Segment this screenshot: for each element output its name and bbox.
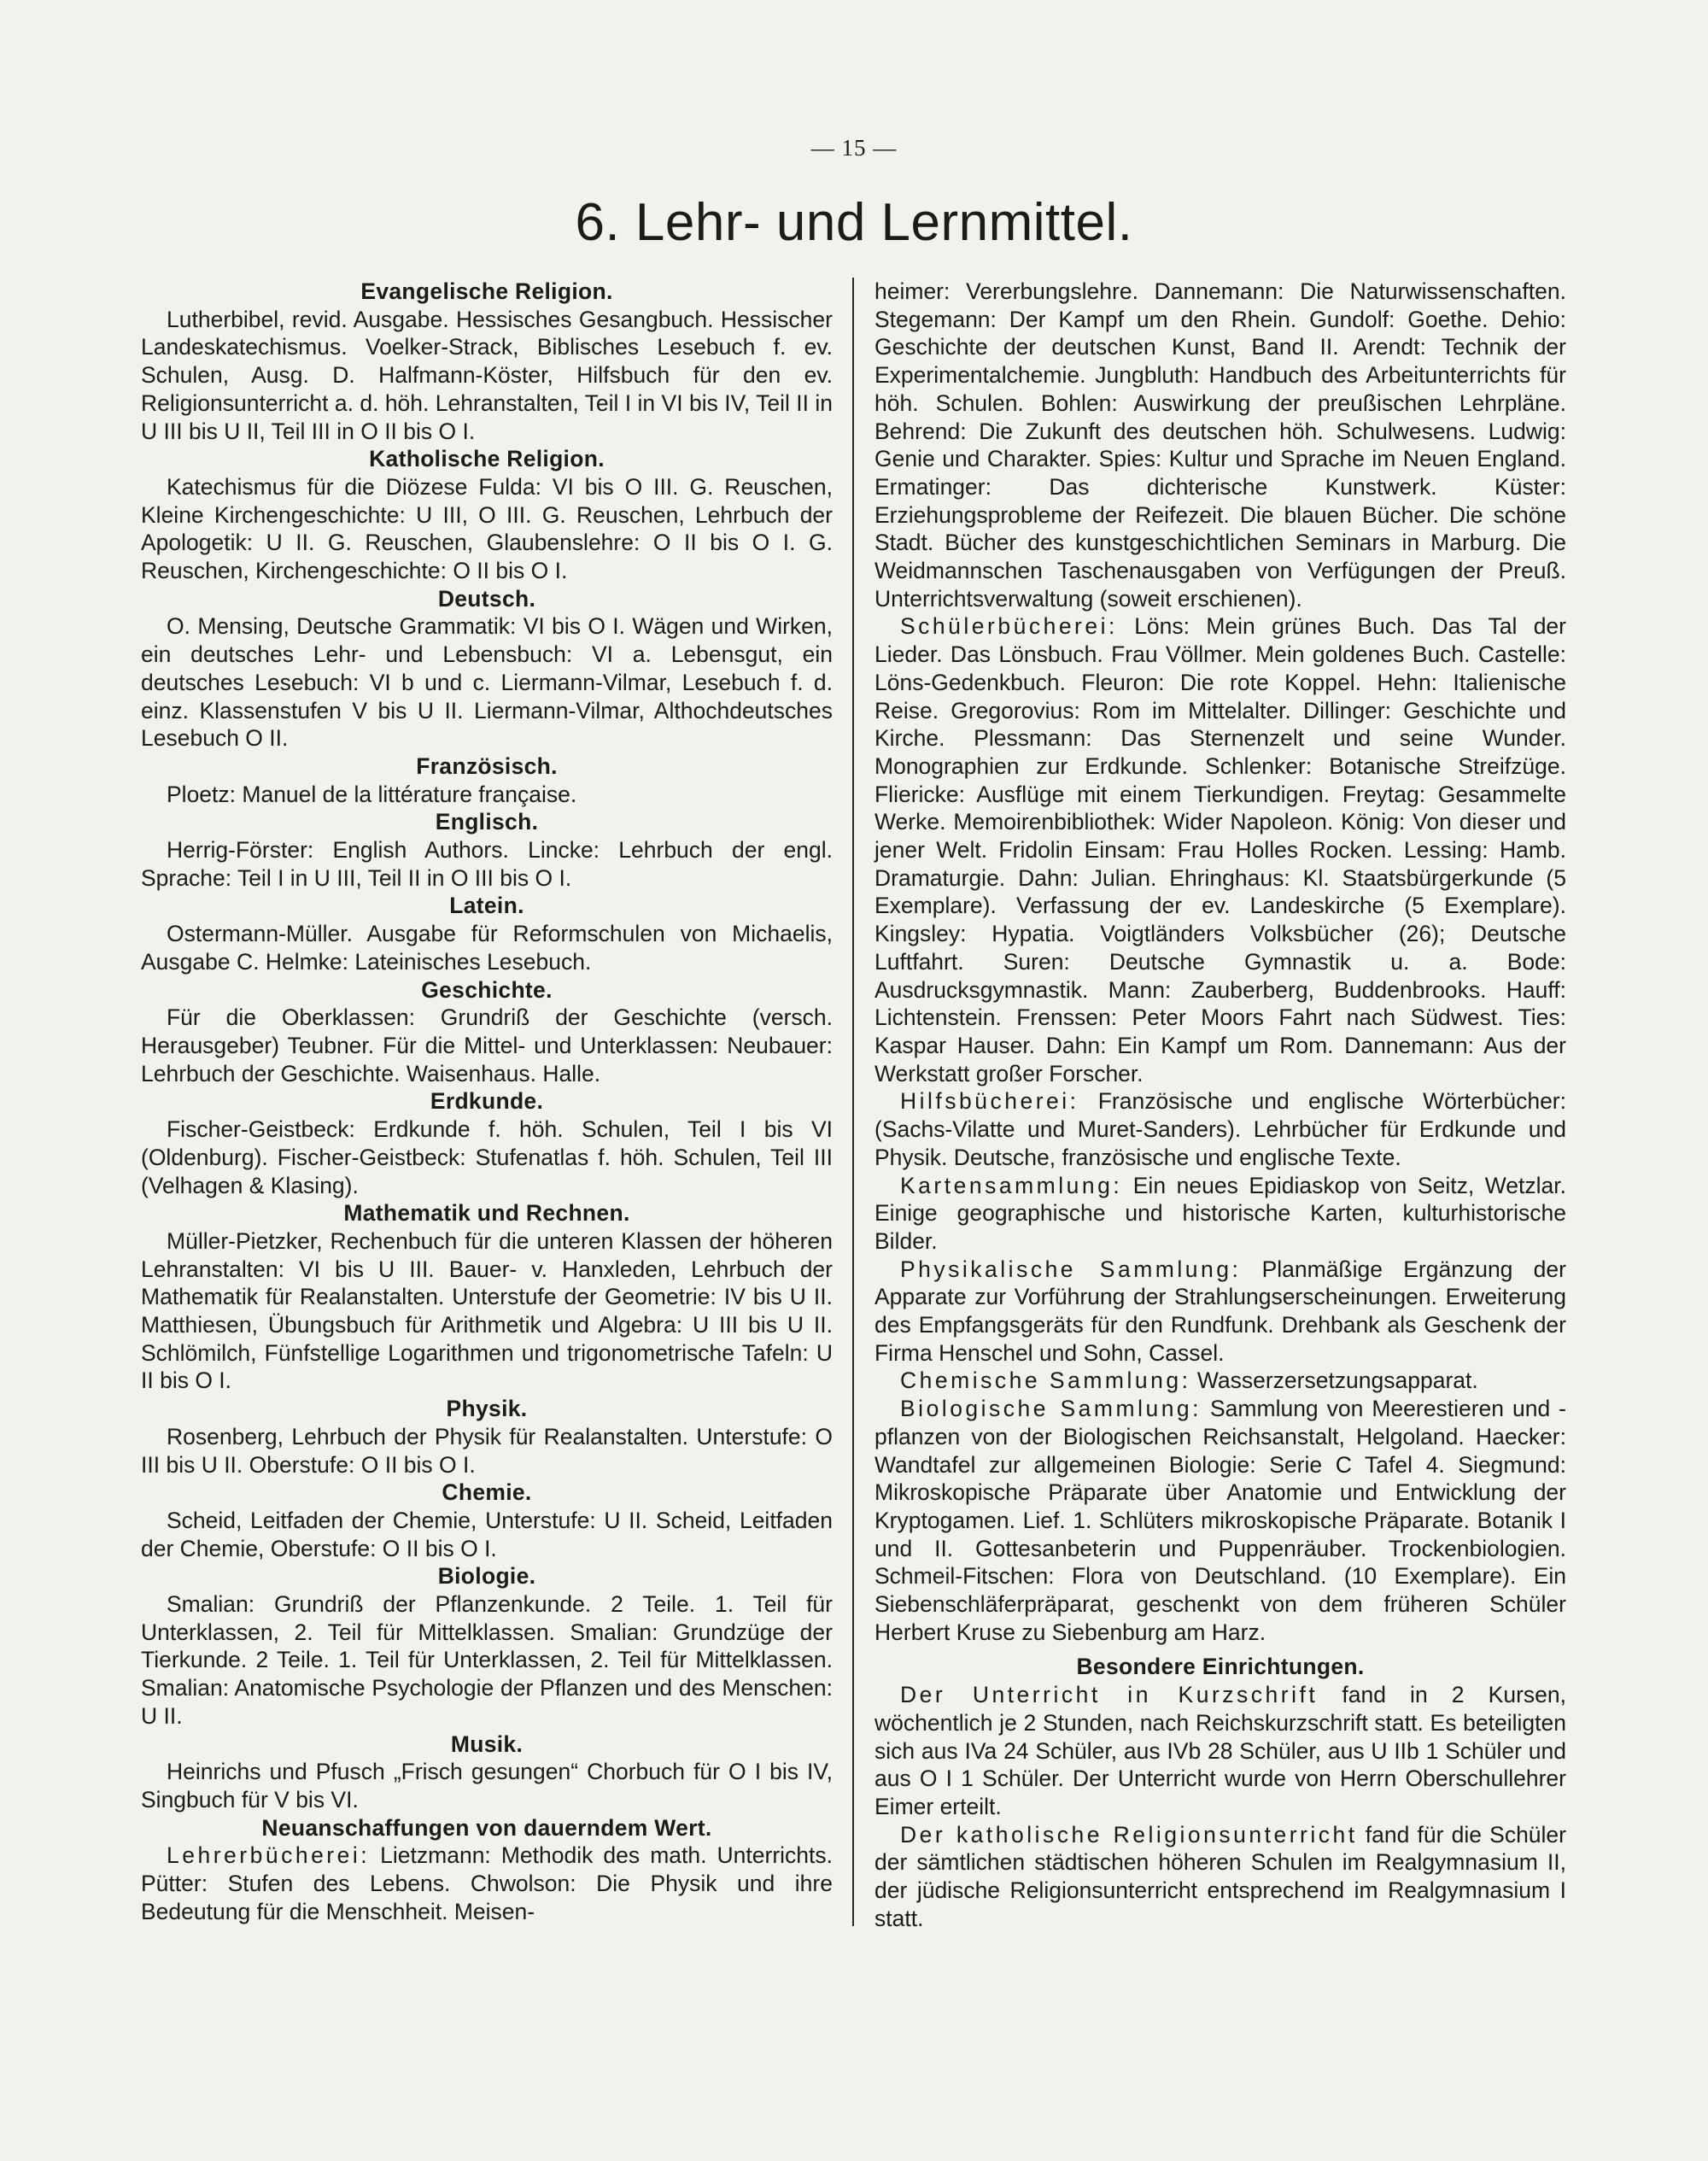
section-text: Fischer-Geistbeck: Erdkunde f. höh. Schulen, Teil I bis VI (Oldenburg). Fischer-Geistbeck: Stufenatlas f. höh. Schulen, Teil III (Velhagen & Klasing). — [141, 1116, 833, 1198]
paragraph-lead: Der Unterricht in Kurzschrift — [900, 1682, 1319, 1708]
section-text: Müller-Pietzker, Rechenbuch für die unteren Klassen der höheren Lehranstalten: VI bis U III. Bauer- v. Hanxleden, Lehrbuch der Mathematik für Realanstalten. Unterstufe der Geometrie: IV bis U II. Matthiesen, Übungsbuch für Arithmetik und Algebra: U III bis U II. Schlömilch, Fünfstellige Logarithmen und trigonometrische Tafeln: U II bis O I. — [141, 1227, 833, 1394]
continued-text: heimer: Vererbungslehre. Dannemann: Die Naturwissenschaften. Stegemann: Der Kampf um den Rhein. Gundolf: Goethe. Dehio: Geschichte der deutschen Kunst, Band II. Arendt: Technik der Experimentalchemie. Jungbluth: Handbuch des Arbeitunterrichts für höh. Schulen. Bohlen: Auswirkung der preußischen Lehrpläne. Behrend: Die Zukunft des deutschen höh. Schulwesens. Ludwig: Genie und Charakter. Spies: Kultur und Sprache im Neuen England. Ermatinger: Das dichterische Kunstwerk. Küster: Erziehungsprobleme der Reifezeit. Die blauen Bücher. Die schöne Stadt. Bücher des kunstgeschichtlichen Seminars in Marburg. Die Weidmannschen Taschenausgaben von Verfügungen der Preuß. Unterrichtsverwaltung (soweit erschienen). — [874, 278, 1566, 612]
section-biologie — [141, 1562, 833, 1730]
section-heading: Chemie. — [442, 1479, 532, 1506]
section-text: Für die Oberklassen: Grundriß der Geschichte (versch. Herausgeber) Teubner. Für die Mittel- und Unterklassen: Neubauer: Lehrbuch der Geschichte. Waisenhaus. Halle. — [141, 1004, 833, 1086]
section-katholische-religion — [141, 445, 833, 585]
right-column — [874, 278, 1566, 1932]
section-heading: Evangelische Religion. — [360, 278, 613, 304]
paragraph-physikalische-sammlung — [874, 1256, 1566, 1367]
section-text: Lutherbibel, revid. Ausgabe. Hessisches Gesangbuch. Hessischer Landeskatechismus. Voelker-Strack, Biblisches Lesebuch f. ev. Schulen, Ausg. D. Halfmann-Köster, Hilfsbuch für den ev. Religionsunterricht a. d. höh. Lehranstalten, Teil I in VI bis IV, Teil II in U III bis U II, Teil III in O II bis O I. — [141, 306, 833, 444]
section-text: Ostermann-Müller. Ausgabe für Reformschulen von Michaelis, Ausgabe C. Helmke: Lateinisches Lesebuch. — [141, 921, 833, 975]
page-title: 6. Lehr- und Lernmittel. — [575, 193, 1133, 252]
paragraph-hilfsbuecherei — [874, 1087, 1566, 1171]
section-text: Rosenberg, Lehrbuch der Physik für Realanstalten. Unterstufe: O III bis U II. Oberstufe: O II bis O I. — [141, 1423, 833, 1478]
paragraph-lead: Schülerbücherei: — [900, 613, 1118, 640]
section-franzoesisch — [141, 753, 833, 808]
section-mathematik — [141, 1199, 833, 1395]
page-number: — 15 — — [810, 135, 898, 161]
section-latein — [141, 892, 833, 975]
paragraph-biologische-sammlung — [874, 1395, 1566, 1646]
paragraph-body: Löns: Mein grünes Buch. Das Tal der Lieder. Das Lönsbuch. Frau Völlmer. Mein goldenes Buch. Castelle: Löns-Gedenkbuch. Fleuron: Die rote Koppel. Hehn: Italienische Reise. Gregorovius: Rom im Mittelalter. Dillinger: Geschichte und Kirche. Plessmann: Das Sternenzelt und seine Wunder. Monographien zur Erdkunde. Schlenker: Botanische Streifzüge. Fliericke: Ausflüge mit einem Tierkundigen. Freytag: Gesammelte Werke. Memoirenbibliothek: Wider Napoleon. König: Von dieser und jener Welt. Fridolin Einsam: Frau Holles Rocken. Lessing: Hamb. Dramaturgie. Dahn: Julian. Ehringhaus: Kl. Staatsbürgerkunde (5 Exemplare). Verfassung der ev. Landeskirche (5 Exemplare). Kingsley: Hypatia. Voigtländers Volksbücher (26); Deutsche Luftfahrt. Suren: Deutsche Gymnastik u. a. Bode: Ausdrucksgymnastik. Mann: Zauberberg, Buddenbrooks. Hauff: Lichtenstein. Frenssen: Peter Moors Fahrt nach Südwest. Ties: Kaspar Hauser. Dahn: Ein Kampf um Rom. Dannemann: Aus der Werkstatt großer Forscher. — [874, 613, 1566, 1086]
section-text: O. Mensing, Deutsche Grammatik: VI bis O I. Wägen und Wirken, ein deutsches Lehr- und Lebensbuch: VI a. Lebensgut, ein deutsches Lesebuch: VI b und c. Liermann-Vilmar, Lesebuch f. d. einz. Klassenstufen V bis U II. Liermann-Vilmar, Althochdeutsches Lesebuch O II. — [141, 613, 833, 752]
paragraph-body: Wasserzersetzungsapparat. — [1190, 1367, 1478, 1394]
paragraph-body: fand für die Schüler der sämtlichen städtischen höheren Schulen im Realgymnasium II, der jüdische Religionsunterricht entsprechend im Realgymnasium I statt. — [874, 1821, 1566, 1931]
paragraph-schuelerbuecherei — [874, 612, 1566, 1087]
section-text: Smalian: Grundriß der Pflanzenkunde. 2 Teile. 1. Teil für Unterklassen, 2. Teil für Mittelklassen. Smalian: Grundzüge der Tierkunde. 2 Teile. 1. Teil für Unterklassen, 2. Teil für Mittelklassen. Smalian: Anatomische Psychologie der Pflanzen und des Menschen: U II. — [141, 1591, 833, 1729]
section-geschichte — [141, 976, 833, 1088]
section-heading: Neuanschaffungen von dauerndem Wert. — [261, 1814, 712, 1841]
paragraph-body: Planmäßige Ergänzung der Apparate zur Vorführung der Strahlungserscheinungen. Erweiterung des Empfangsgeräts für den Rundfunk. Drehbank als Geschenk der Firma Henschel und Sohn, Cassel. — [874, 1256, 1566, 1366]
paragraph-lead: Chemische Sammlung: — [900, 1367, 1191, 1394]
section-evangelische-religion — [141, 278, 833, 445]
left-column — [141, 278, 833, 1925]
paragraph-lead: Hilfsbücherei: — [900, 1088, 1079, 1115]
paragraph-lead: Kartensammlung: — [900, 1172, 1123, 1198]
paragraph-chemische-sammlung — [874, 1367, 1566, 1395]
section-heading: Mathematik und Rechnen. — [343, 1200, 630, 1227]
section-heading: Musik. — [450, 1731, 524, 1757]
section-heading-besondere-einrichtungen: Besondere Einrichtungen. — [1076, 1654, 1365, 1680]
section-text: Katechismus für die Diözese Fulda: VI bis O III. G. Reuschen, Kleine Kirchengeschichte: U III, O III. G. Reuschen, Lehrbuch der Apologetik: U II. G. Reuschen, Glaubenslehre: O II bis O I. G. Reuschen, Kirchengeschichte: O II bis O I. — [141, 473, 833, 584]
section-text: Ploetz: Manuel de la littérature française. — [167, 781, 577, 807]
section-englisch — [141, 808, 833, 892]
section-heading: Latein. — [449, 893, 524, 919]
section-heading: Geschichte. — [421, 976, 553, 1003]
section-heading: Erdkunde. — [430, 1088, 544, 1115]
paragraph-body: Ein neues Epidiaskop von Seitz, Wetzlar. Einige geographische und historische Karten, kulturhistorische Bilder. — [874, 1172, 1566, 1254]
paragraph-lead: Physikalische Sammlung: — [900, 1256, 1242, 1282]
paragraph-body: Sammlung von Meerestieren und -pflanzen von der Biologischen Reichsanstalt, Helgoland. Haecker: Wandtafel zur allgemeinen Biologie: Serie C Tafel 4. Siegmund: Mikroskopische Präparate über Anatomie und Entwicklung der Kryptogamen. Lief. 1. Schlüters mikroskopische Präparate. Botanik I und II. Gottesanbeterin und Puppenräuber. Trockenbiologien. Schmeil-Fitschen: Flora von Deutschland. (10 Exemplare). Ein Siebenschläferpräparat, geschenkt von dem früheren Schüler Herbert Kruse zu Siebenburg am Harz. — [874, 1396, 1566, 1645]
section-text: Scheid, Leitfaden der Chemie, Unterstufe: U II. Scheid, Leitfaden der Chemie, Oberstufe: O II bis O I. — [141, 1507, 833, 1561]
section-heading: Französisch. — [416, 753, 558, 779]
paragraph-kurzschrift — [874, 1681, 1566, 1821]
paragraph-katholischer-religionsunterricht — [874, 1821, 1566, 1933]
section-heading: Physik. — [446, 1396, 528, 1422]
section-heading: Englisch. — [435, 809, 539, 835]
paragraph-kartensammlung — [874, 1172, 1566, 1256]
section-deutsch — [141, 585, 833, 753]
section-heading: Katholische Religion. — [369, 446, 605, 472]
section-text — [141, 1842, 833, 1925]
section-musik — [141, 1731, 833, 1814]
paragraph-body: fand in 2 Kursen, wöchentlich je 2 Stunden, nach Reichskurzschrift statt. Es beteiligten sich aus IVa 24 Schüler, aus IVb 28 Schüler, aus U IIb 1 Schüler und aus O I 1 Schüler. Der Unterricht wurde von Herrn Oberschullehrer Eimer erteilt. — [874, 1682, 1566, 1819]
section-heading: Deutsch. — [437, 585, 536, 612]
section-text: Heinrichs und Pfusch „Frisch gesungen“ Chorbuch für O I bis IV, Singbuch für V bis VI. — [141, 1759, 833, 1813]
paragraph-body: Lietzmann: Methodik des math. Unterrichts. Pütter: Stufen des Lebens. Chwolson: Die Physik und ihre Bedeutung für die Menschheit. Meisen- — [141, 1842, 833, 1924]
column-divider — [852, 278, 854, 1926]
paragraph-lead: Lehrerbücherei: — [167, 1842, 371, 1869]
section-chemie — [141, 1479, 833, 1562]
paragraph-lead: Biologische Sammlung: — [900, 1396, 1202, 1422]
section-text: Herrig-Förster: English Authors. Lincke: Lehrbuch der engl. Sprache: Teil I in U III, Teil II in O III bis O I. — [141, 837, 833, 891]
section-neuanschaffungen — [141, 1814, 833, 1926]
section-heading: Biologie. — [437, 1563, 536, 1590]
paragraph-lead: Der katholische Religionsunterricht — [900, 1821, 1358, 1848]
section-erdkunde — [141, 1087, 833, 1199]
section-physik — [141, 1395, 833, 1479]
paragraph-body: Französische und englische Wörterbücher: (Sachs-Vilatte und Muret-Sanders). Lehrbücher für Erdkunde und Physik. Deutsche, französische und englische Texte. — [874, 1088, 1566, 1170]
